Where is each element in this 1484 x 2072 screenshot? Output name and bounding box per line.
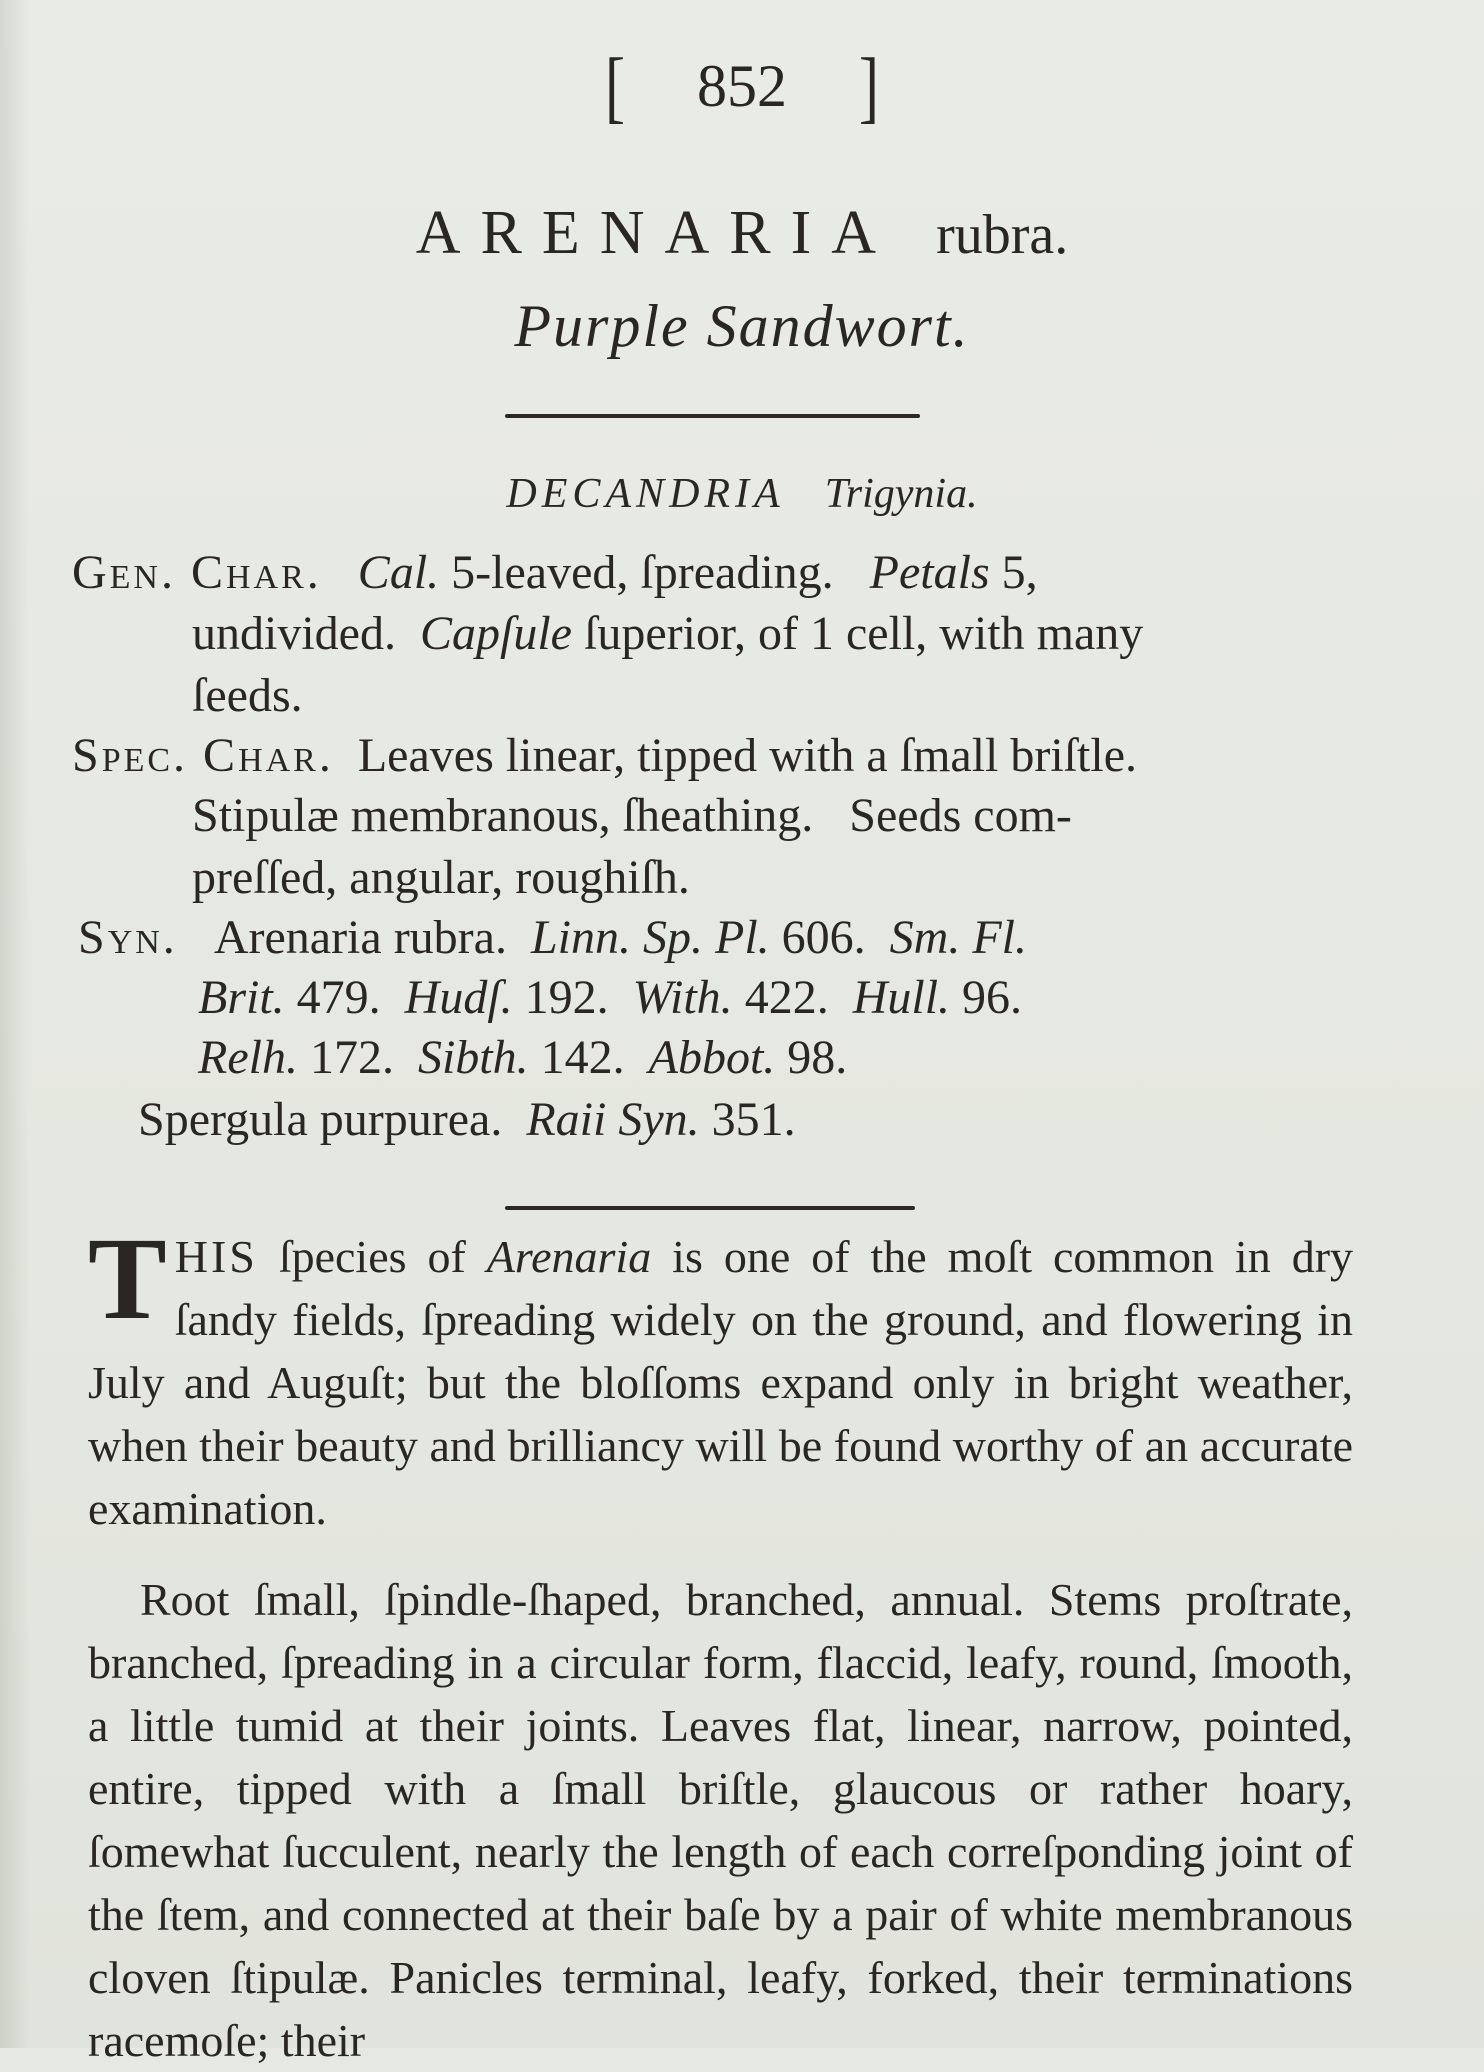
syn-ref-linn: Linn. Sp. Pl. [530,911,770,964]
syn-text-11: 351. [699,1093,796,1146]
spec-char-line-2: Stipulæ membranous, ſheathing. Seeds com- [192,789,1072,842]
gen-char-capsule: Capſule [419,607,572,660]
syn-text-9: 98. [775,1031,848,1084]
syn-label: Syn. [78,911,178,964]
spec-char-line-1 [72,728,1137,783]
body-paragraph-1 [88,1213,1354,1540]
syn-text-4: 192. [512,971,633,1024]
page-number [0,41,1484,131]
common-name: Purple Sandwort. [514,293,970,359]
syn-line-2 [198,970,1022,1025]
gen-char-petals: Petals [869,546,990,599]
genus-name: ARENARIA [415,199,897,267]
syn-ref-hull: Hull. [852,971,951,1024]
section-divider [505,1206,915,1210]
page-number-value: 852 [697,53,787,119]
gen-char-text-1: 5-leaved, ſpreading. [439,546,870,599]
gen-char-line-3: ſeeds. [192,669,303,722]
class-name: DECANDRIA [506,471,785,517]
gen-char-line-1 [72,545,1038,600]
syn-text-1: Arenaria rubra. [213,911,531,964]
syn-text-6: 96. [950,971,1023,1024]
gen-char-text-4: ſuperior, of 1 cell, with many [571,607,1144,660]
gen-char-text-3: undivided. [192,607,420,660]
syn-text-2: 606. [769,911,890,964]
para1-pre: ſpecies of [257,1231,487,1282]
bracket-right: ] [859,41,879,131]
syn-text-5: 422. [732,971,853,1024]
syn-text-7: 172. [297,1031,418,1084]
syn-ref-raii: Raii Syn. [526,1093,700,1146]
syn-line-4 [138,1092,796,1147]
syn-line-1 [78,910,1027,965]
classification-header [0,470,1484,518]
syn-text-10: Spergula purpurea. [138,1093,527,1146]
syn-text-3: 479. [284,971,405,1024]
spec-char-label: Spec. Char. [72,729,334,782]
syn-ref-smfl: Sm. Fl. [889,911,1027,964]
spec-char-line-3: preſſed, angular, roughiſh. [192,851,690,904]
gen-char-cal: Cal. [357,546,440,599]
syn-ref-with: With. [632,971,733,1024]
syn-line-3 [198,1030,847,1085]
para1-caps: HIS [174,1231,258,1282]
title-divider [505,414,920,418]
bracket-left: [ [605,41,625,131]
species-title [0,198,1484,269]
syn-ref-relh: Relh. [198,1031,298,1084]
spec-char-text-1: Leaves linear, tipped with a ſmall briſtle. [357,729,1138,782]
order-name: Trigynia. [824,471,978,517]
syn-ref-sibth: Sibth. [417,1031,529,1084]
gen-char-label: Gen. Char. [72,546,322,599]
para1-genus: Arenaria [486,1231,652,1282]
drop-cap: T [88,1213,167,1344]
syn-text-8: 142. [528,1031,649,1084]
species-epithet: rubra. [936,204,1069,266]
syn-ref-brit: Brit. [198,971,285,1024]
gen-char-text-2: 5, [989,546,1038,599]
para1-rest: is one of the moſt common in dry ſandy fields, ſpreading widely on the ground, and flowering in July and Auguſt; but the bloſſoms expand only in bright weather, when their beauty and brilliancy will be found worthy of an accurate examination. [88,1231,1354,1534]
gen-char-line-2 [192,606,1143,661]
body-paragraph-2: Root ſmall, ſpindle-ſhaped, branched, annual. Stems proſtrate, branched, ſpreading in a circular form, flaccid, leafy, round, ſmooth, a little tumid at their joints. Leaves flat, linear, narrow, pointed, entire, tipped with a ſmall briſtle, glaucous or rather hoary, ſomewhat ſucculent, nearly the length of each correſponding joint of the ſtem, and connected at their baſe by a pair of white membranous cloven ſtipulæ. Panicles terminal, leafy, forked, their terminations racemoſe; their [88,1574,1353,2066]
syn-ref-huds: Hudſ. [404,971,513,1024]
syn-ref-abbot: Abbot. [648,1031,776,1084]
